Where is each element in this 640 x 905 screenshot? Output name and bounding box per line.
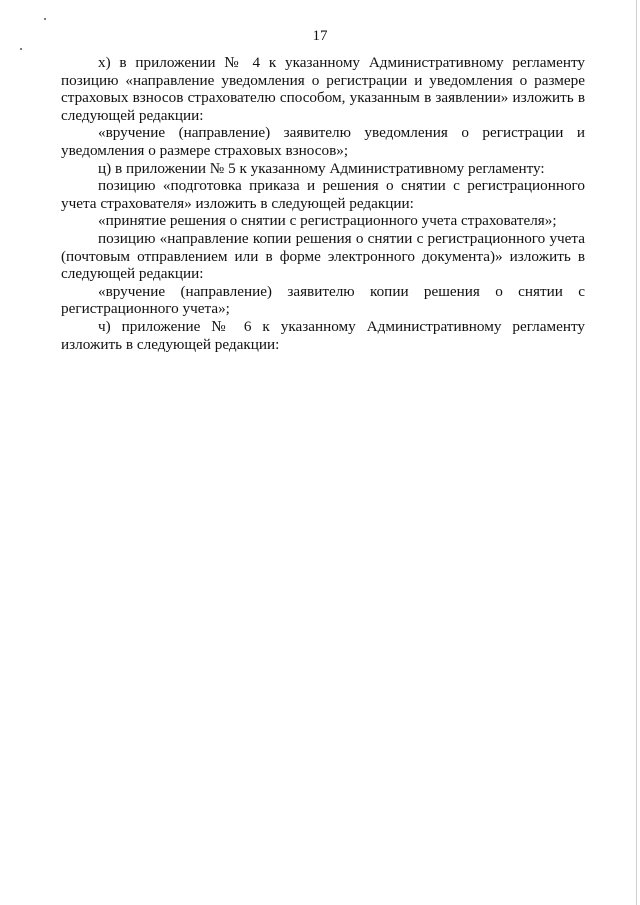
paragraph-ch: ч) приложение № 6 к указанному Административному регламенту изложить в следующей редакции: bbox=[61, 317, 585, 353]
paragraph-ts-position-1-new-wording: «принятие решения о снятии с регистрационного учета страхователя»; bbox=[98, 212, 557, 230]
paragraph-ts-position-1: позицию «подготовка приказа и решения о снятии с регистрационного учета страхователя» изложить в следующей редакции: bbox=[61, 177, 585, 212]
scan-edge bbox=[636, 0, 637, 905]
paragraph-kh-new-wording: «вручение (направление) заявителю уведомления о регистрации и уведомления о размере страховых взносов»; bbox=[61, 124, 585, 159]
page-number: 17 bbox=[312, 28, 328, 44]
paragraph-ts-position-2: позицию «направление копии решения о снятии с регистрационного учета (почтовым отправлением или в форме электронного документа)» изложить в следующей редакции: bbox=[61, 229, 585, 283]
scan-speck bbox=[44, 18, 46, 20]
paragraph-ts-position-2-new-wording: «вручение (направление) заявителю копии решения о снятии с регистрационного учета»; bbox=[61, 282, 585, 318]
paragraph-kh: х) в приложении № 4 к указанному Административному регламенту позицию «направление уведомления о регистрации и уведомления о размере страховых взносов страхователю способом, указанным в заявлении» изложить в следующей редакции: bbox=[61, 54, 585, 124]
scan-speck bbox=[20, 48, 22, 50]
paragraph-ts: ц) в приложении № 5 к указанному Административному регламенту: bbox=[98, 159, 545, 177]
document-body bbox=[61, 54, 585, 353]
